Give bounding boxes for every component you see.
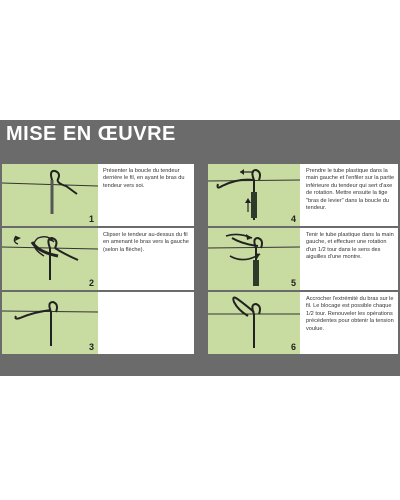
- step-number-3: 3: [88, 342, 94, 352]
- tensioner-step-3-icon: [2, 292, 98, 354]
- step-number-2: 2: [88, 278, 94, 288]
- tensioner-step-4-icon: [208, 164, 300, 226]
- step-number-1: 1: [88, 214, 94, 224]
- step-illustration-4: [208, 164, 300, 226]
- step-number-6: 6: [290, 342, 296, 352]
- step-number-4: 4: [290, 214, 296, 224]
- instruction-sheet: [0, 120, 400, 376]
- step-text-4: Prendre le tube plastique dans la main gauche et l'enfiler sur la partie inférieure du tendeur qui sert d'axe de rotation. Mettre ensuite la tige "bras de levier" dans la boucle du tendeur.: [306, 168, 395, 212]
- page-title: MISE EN ŒUVRE: [6, 123, 176, 145]
- tensioner-step-1-icon: [2, 164, 98, 226]
- step-panel-3: [2, 292, 194, 354]
- step-number-5: 5: [290, 278, 296, 288]
- step-illustration-6: [208, 292, 300, 354]
- tensioner-step-5-icon: [208, 228, 300, 290]
- step-panel-4: [208, 164, 398, 226]
- step-panel-5: [208, 228, 398, 290]
- tensioner-step-2-icon: [2, 228, 98, 290]
- step-text-5: Tenir le tube plastique dans la main gauche, et effectuer une rotation d'un 1/2 tour dans le sens des aiguilles d'une montre.: [306, 232, 394, 261]
- step-text-6: Accrocher l'extrémité du bras sur le fil. Le blocage est possible chaque 1/2 tour. Renouveler les opérations précédentes pour obtenir la tension voulue.: [306, 296, 394, 332]
- step-panel-2: [2, 228, 194, 290]
- step-panel-6: [208, 292, 398, 354]
- step-panel-1: [2, 164, 194, 226]
- step-illustration-2: [2, 228, 98, 290]
- step-text-2: Clipser le tendeur au-dessus du fil en amenant le bras vers la gauche (selon la flèche).: [103, 232, 189, 253]
- step-text-1: Présenter la boucle du tendeur derrière le fil, en ayant le bras du tendeur vers soi.: [103, 168, 185, 189]
- step-illustration-3: [2, 292, 98, 354]
- step-illustration-5: [208, 228, 300, 290]
- tensioner-step-6-icon: [208, 292, 300, 354]
- step-illustration-1: [2, 164, 98, 226]
